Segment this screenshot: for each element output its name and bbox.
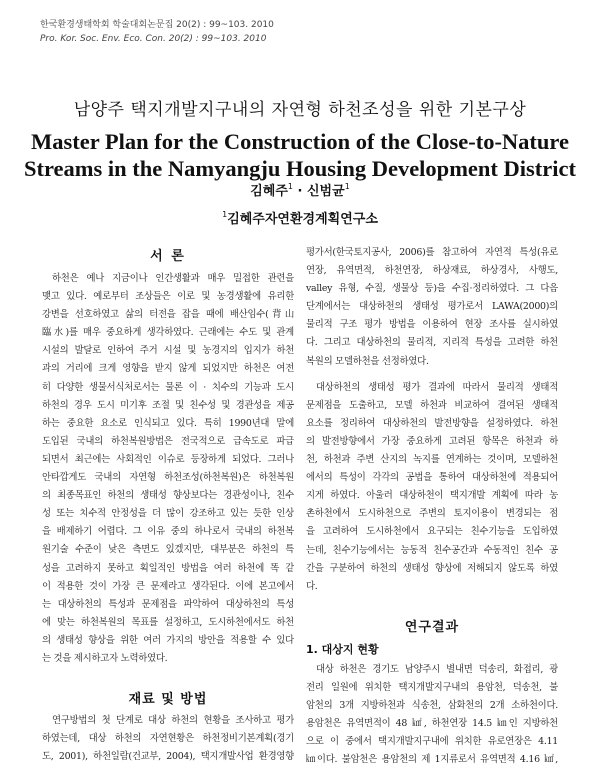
title-english-line-1: Master Plan for the Construction of the Close-to-Nature (30, 129, 570, 154)
text-line: 하천은 예나 지금이나 인간생활과 매우 밀접한 관련을 (52, 273, 294, 284)
section-heading-results: 연구결과 (404, 619, 460, 635)
text-line: 의 발전방향에서 가장 중요하게 고려된 항목은 하천과 하 (306, 435, 558, 447)
title-korean: 남양주 택지개발지구내의 자연형 하천조성을 위한 기본구상 (73, 100, 527, 120)
text-line: 맺고 있다. 예로부터 조상들은 이로 및 농경생활에 유리한 (42, 291, 294, 303)
affiliation-mark: 1 (222, 210, 228, 219)
text-line: 도, 2001), 하천일람(건교부, 2004), 택지개발사업 환경영향 (42, 751, 294, 763)
affiliation-name: 김혜주자연환경계획연구소 (227, 212, 378, 227)
methods-paragraph-continued (306, 244, 558, 371)
text-line: 다. (306, 580, 318, 592)
text-line: 전리 일원에 위치한 택지개발지구내의 용암천, 덕송천, 불 (306, 681, 558, 693)
author-name: 김혜주 (250, 184, 288, 199)
affiliation (0, 208, 600, 227)
text-line: 촌하천에서 도시하천으로 주변의 토지이용이 변경되는 점 (306, 508, 558, 520)
text-line: 의 최종목표인 하천의 생태성 향상보다는 경관성이나, 친수 (42, 490, 294, 502)
text-line: 히 다양한 생물서식처로서는 물론 이 · 치수의 기능과 도시 (42, 381, 294, 393)
text-line: 는 대상하천의 특성과 문제점을 파악하여 대상하천의 특성 (42, 598, 294, 610)
text-line: 을 고려하여 도시하천에서 요구되는 친수기능을 도입하였 (306, 526, 558, 538)
text-line: 대상하천의 생태성 평가 결과에 따라서 물리적 생태적 (316, 381, 558, 393)
author-separator: · (293, 184, 307, 199)
text-line: 성을 고려하지 못하고 획일적인 방법을 여러 하천에 똑 같 (42, 562, 294, 574)
text-line: 원기술 수준이 낮은 측면도 있겠지만, 대부분은 하천의 특 (42, 544, 294, 556)
materials-paragraph (42, 712, 294, 766)
right-column (306, 244, 558, 769)
affiliation-mark: 1 (344, 182, 350, 191)
text-line: 되면서 최근에는 사회적인 이슈로 등장하게 되었다. 그러나 (42, 453, 294, 465)
text-line: 암천의 3개 지방하천과 식송천, 삼화천의 2개 소하천이다. (306, 699, 558, 711)
text-line: 으로 이 중에서 택지개발지구내에 위치한 유로연장은 4.11 (306, 736, 558, 748)
text-line: 평가서(한국토지공사, 2006)를 참고하여 자연적 특성(유로 (306, 247, 558, 258)
text-line: 에서의 특성이 각각의 공법을 통하여 대상하천에 적용되어 (306, 472, 558, 484)
introduction-paragraph (42, 270, 294, 668)
title-english-line-2: Streams in the Namyangju Housing Development District (23, 156, 577, 181)
text-line: 물리적 구조 평가 방법을 이용하여 현장 조사를 실시하였 (306, 319, 558, 331)
journal-citation-ko: 한국환경생태학회 학술대회논문집 20(2) : 99~103. 2010 (40, 20, 274, 30)
title-english (20, 128, 580, 182)
text-line: ㎞이다. 불암천은 용암천의 제 1지류로서 유역면적 4.16 ㎢, (306, 754, 558, 766)
text-line: 臨水)를 매우 중요하게 생각하였다. 근래에는 수도 및 관계 (42, 327, 294, 339)
study-site-paragraph (306, 661, 558, 770)
text-line: 하는 중요한 요소로 인식되고 있다. 특히 1990년대 말에 (42, 417, 294, 429)
text-line: 문제점을 도출하고, 모델 하천과 비교하여 결여된 생태적 (306, 399, 558, 411)
text-line: 안타깝게도 국내의 자연형 하천조성(하천복원)은 하천복원 (42, 472, 294, 484)
text-line: valley 유형, 수질, 생물상 등)을 수집·정리하였다. 그 다음 (306, 283, 558, 295)
text-line: 강변을 선호하였고 삶의 터전을 잡을 때에 배산임수(背山 (42, 309, 294, 321)
text-line: 을 배제하기 어렵다. 그 이유 중의 하나로서 국내의 하천복 (42, 526, 294, 538)
affiliation-mark: 1 (287, 182, 293, 191)
text-line: 천, 하천과 주변 산지의 녹지를 연계하는 것이며, 모델하천 (306, 454, 558, 466)
text-line: 하였는데, 대상 하천의 자연현황은 하천정비기본계획(경기 (42, 733, 294, 745)
author-name: 신범균 (307, 184, 345, 199)
text-line: 도입된 국내의 하천복원방법은 전국적으로 급속도로 파급 (42, 435, 294, 447)
text-line: 시설의 발달로 인하여 주거 시설 및 농경지의 입지가 하천 (42, 345, 294, 357)
journal-citation-en: Pro. Kor. Soc. Env. Eco. Con. 20(2) : 99~103. 2010 (40, 34, 267, 44)
journal-citation (40, 18, 274, 46)
text-line: 는데, 친수기능에서는 능동적 친수공간과 수동적인 친수 공 (306, 544, 558, 556)
text-line: 하천의 경우 도시 미기후 조절 및 친수성 및 경관성을 제공 (42, 399, 294, 411)
left-column (42, 245, 294, 766)
text-line: 연장, 유역면적, 하천연장, 하상재료, 하상경사, 사행도, (306, 265, 558, 277)
text-line: 대상 하천은 경기도 남양주시 별내면 덕송리, 화접리, 광 (316, 663, 558, 675)
section-heading-materials-methods: 재료 및 방법 (128, 692, 208, 708)
text-line: 는 것을 제시하고자 노력하였다. (42, 652, 168, 664)
text-line: 성 또는 치수적 안정성을 더 많이 강조하고 있는 듯한 인상 (42, 508, 294, 520)
text-line: 복원의 모델하천을 선정하였다. (306, 355, 429, 367)
text-line: 에 맞는 하천복원의 목표를 설정하고, 도시하천에서도 하천 (42, 616, 294, 628)
text-line: 다. 그리고 대상하천의 물리적, 지리적 특성을 고려한 하천 (306, 337, 558, 349)
section-heading-introduction: 서 론 (150, 249, 186, 264)
subsection-heading-study-site: 1. 대상지 현황 (306, 642, 379, 656)
methods-paragraph-2 (306, 379, 558, 596)
text-line: 요소를 정리하여 대상하천의 발전방향을 설정하였다. 하천 (306, 417, 558, 429)
text-line: 단계에서는 대상하천의 생태성 평가로서 LAWA(2000)의 (306, 301, 558, 313)
text-line: 연구방법의 첫 단계로 대상 하천의 현황을 조사하고 평가 (52, 715, 294, 727)
text-line: 이 적용한 것이 가장 큰 문제라고 생각된다. 이에 본고에서 (42, 580, 294, 592)
text-line: 의 생태성 향상을 위한 여러 가지의 방안을 적용할 수 있다 (42, 634, 294, 646)
text-line: 과의 거리에 크게 영향을 받지 않게 되었지만 하천은 여전 (42, 363, 294, 375)
text-line: 지게 하였다. 아울러 대상하천이 택지개발 계획에 따라 농 (306, 490, 558, 502)
author-list (0, 180, 600, 199)
text-line: 간을 구분하여 하천의 생태성 향상에 저해되지 않도록 하였 (306, 562, 558, 574)
text-line: 용암천은 유역면적이 48 ㎢, 하천연장 14.5 ㎞인 지방하천 (306, 718, 558, 730)
